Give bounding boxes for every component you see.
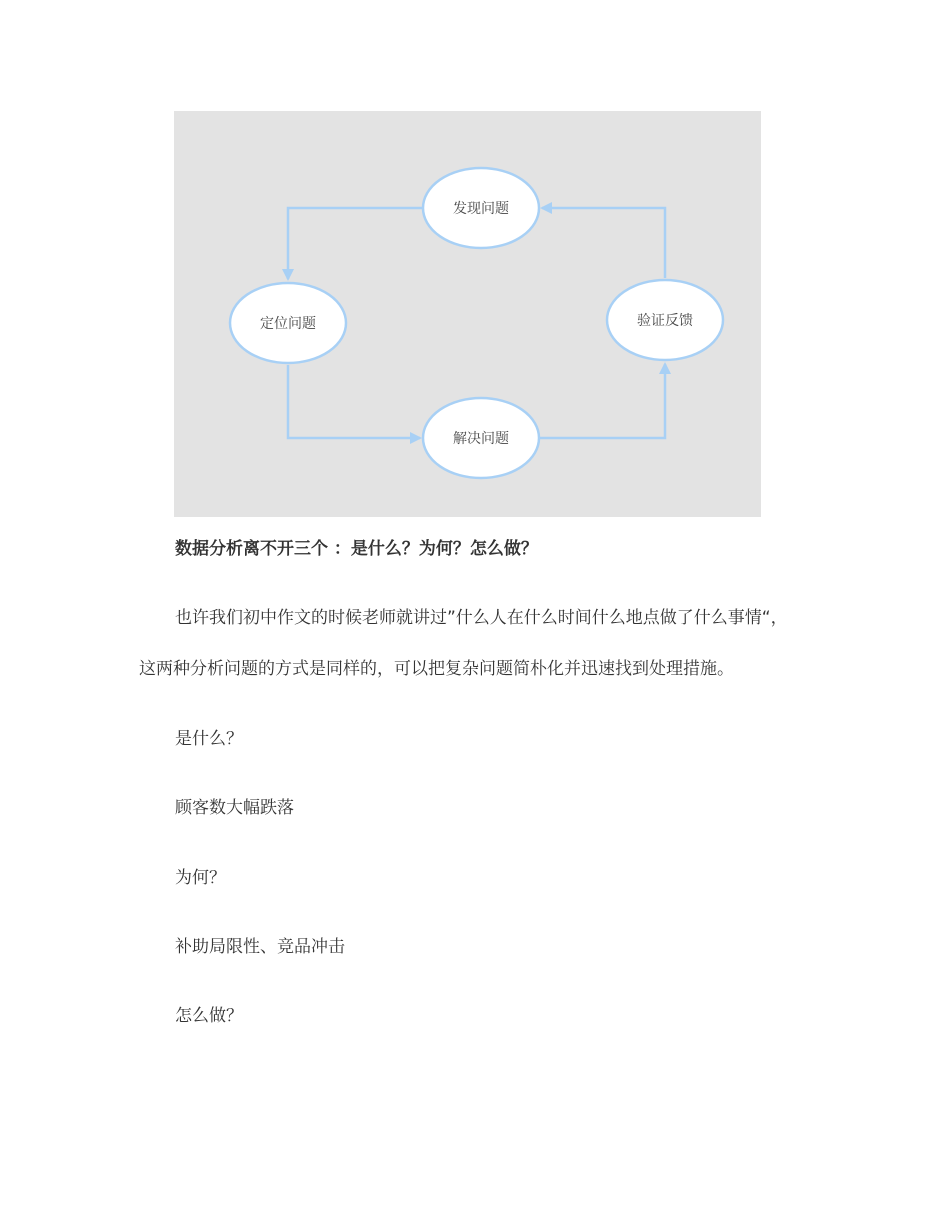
node-solve: [423, 398, 539, 478]
arrow-solve-to-verify: [540, 364, 665, 438]
diagram-canvas: [174, 111, 761, 517]
answer-why: 补助局限性、竞品冲击: [175, 937, 345, 957]
question-why: 为何？: [175, 868, 226, 888]
paragraph-line-2: 这两种分析问题的方式是同样的，可以把复杂问题简朴化并迅速找到处理措施。: [139, 659, 734, 679]
arrow-verify-to-discover: [542, 208, 665, 278]
arrow-discover-to-locate: [288, 208, 422, 279]
section-heading: 数据分析离不开三个 ：是什么？为何？怎么做？: [175, 539, 538, 559]
node-verify-label: 验证反馈: [637, 313, 693, 329]
node-solve-label: 解决问题: [453, 431, 509, 447]
answer-what: 顾客数大幅跌落: [175, 798, 294, 818]
node-discover: [423, 168, 539, 248]
problem-cycle-diagram: [174, 111, 761, 517]
node-discover-label: 发现问题: [453, 201, 509, 217]
question-what: 是什么？: [175, 729, 243, 749]
node-verify: [607, 280, 723, 360]
question-how: 怎么做？: [175, 1006, 243, 1026]
arrow-locate-to-solve: [288, 365, 420, 438]
node-locate: [230, 283, 346, 363]
paragraph-line-1: 也许我们初中作文的时候老师就讲过”什么人在什么时间什么地点做了什么事情“，: [175, 608, 788, 628]
node-locate-label: 定位问题: [260, 316, 316, 332]
